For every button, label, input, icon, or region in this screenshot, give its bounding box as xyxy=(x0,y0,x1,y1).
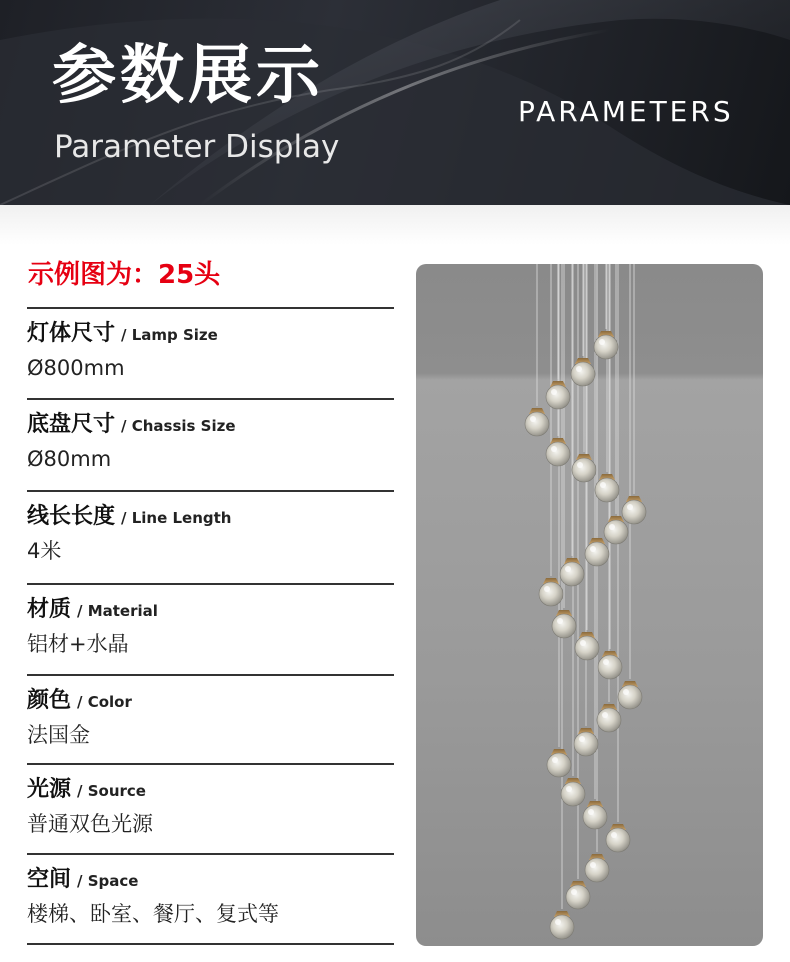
param-label-zh: 材质 xyxy=(27,597,72,622)
crystal-ball-pendant xyxy=(585,538,609,566)
banner-subtitle: Parameter Display xyxy=(54,129,340,165)
param-row-source xyxy=(27,763,394,836)
param-row-line-length xyxy=(27,490,394,563)
crystal-ball-pendant xyxy=(594,331,618,359)
param-label-en: / Lamp Size xyxy=(121,326,218,344)
param-label-zh: 光源 xyxy=(27,777,72,802)
example-label: 示例图为：25头 xyxy=(28,260,221,290)
banner-right-label: PARAMETERS xyxy=(518,95,734,128)
param-label-zh: 颜色 xyxy=(27,688,72,713)
param-row-color xyxy=(27,674,394,747)
param-row-lamp-size xyxy=(27,307,394,380)
crystal-ball-pendant xyxy=(606,824,630,852)
param-value: 普通双色光源 xyxy=(27,812,153,836)
crystal-ball-pendant xyxy=(622,496,646,524)
crystal-ball-pendant xyxy=(550,911,574,939)
param-row-chassis-size xyxy=(27,398,394,471)
chandelier-illustration xyxy=(416,264,763,946)
param-value: 铝材+水晶 xyxy=(27,632,129,656)
crystal-ball-pendant xyxy=(552,610,576,638)
param-label-en: / Line Length xyxy=(121,509,232,527)
list-bottom-divider xyxy=(27,943,394,945)
crystal-ball-pendant xyxy=(546,438,570,466)
header-banner xyxy=(0,0,790,205)
product-photo-chandelier xyxy=(416,264,763,946)
crystal-ball-pendant xyxy=(595,474,619,502)
param-label-zh: 灯体尺寸 xyxy=(27,321,116,346)
param-label-zh: 空间 xyxy=(27,867,72,892)
crystal-ball-pendant xyxy=(561,778,585,806)
param-value: Ø800mm xyxy=(27,356,125,380)
crystal-ball-pendant xyxy=(583,801,607,829)
param-label-en: / Color xyxy=(77,693,132,711)
crystal-ball-pendant xyxy=(566,881,590,909)
crystal-ball-pendant xyxy=(597,704,621,732)
param-value: 4米 xyxy=(27,539,62,563)
crystal-ball-pendant xyxy=(618,681,642,709)
crystal-ball-pendant xyxy=(547,749,571,777)
param-label-zh: 线长长度 xyxy=(27,504,116,529)
param-label-en: / Material xyxy=(77,602,158,620)
param-value: Ø80mm xyxy=(27,447,112,471)
crystal-ball-pendant xyxy=(571,358,595,386)
banner-title: 参数展示 xyxy=(52,39,324,113)
crystal-ball-pendant xyxy=(546,381,570,409)
param-label-en: / Source xyxy=(77,782,146,800)
param-label-en: / Space xyxy=(77,872,139,890)
crystal-ball-pendant xyxy=(604,516,628,544)
crystal-ball-pendant xyxy=(525,408,549,436)
banner-shadow xyxy=(0,205,790,245)
param-row-material xyxy=(27,583,394,656)
param-value: 楼梯、卧室、餐厅、复式等 xyxy=(27,902,279,926)
param-label-en: / Chassis Size xyxy=(121,417,236,435)
crystal-ball-pendant xyxy=(585,854,609,882)
param-row-space xyxy=(27,853,394,926)
param-value: 法国金 xyxy=(27,723,90,747)
crystal-ball-pendant xyxy=(572,454,596,482)
param-label-zh: 底盘尺寸 xyxy=(27,412,116,437)
